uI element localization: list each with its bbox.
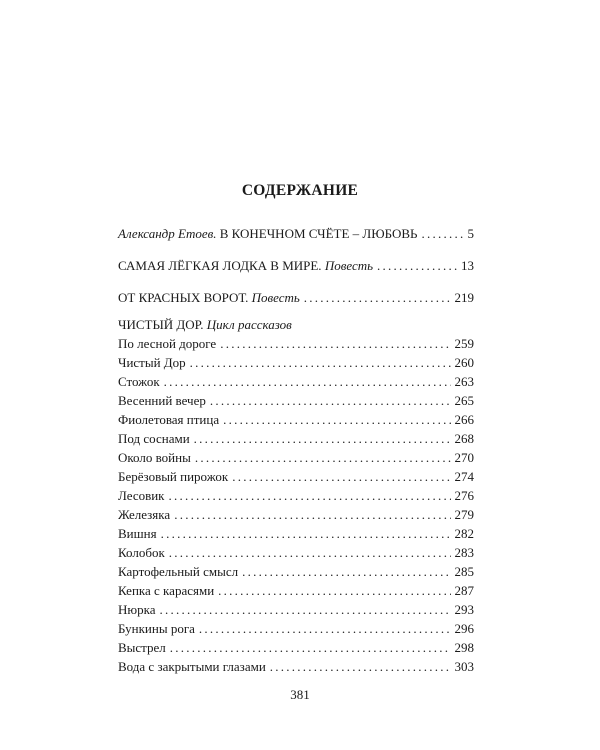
story-entry bbox=[118, 640, 474, 656]
page-number: 298 bbox=[454, 640, 474, 655]
story-title: Выстрел bbox=[118, 640, 166, 655]
dot-leader bbox=[210, 393, 451, 409]
dot-leader bbox=[220, 336, 450, 352]
story-title: Колобок bbox=[118, 545, 165, 560]
story-entry bbox=[118, 659, 474, 675]
story-title: Картофельный смысл bbox=[118, 564, 239, 579]
toc-entry bbox=[118, 258, 474, 274]
dot-leader bbox=[377, 258, 457, 274]
page-number: 293 bbox=[454, 602, 474, 617]
page-number: 260 bbox=[454, 355, 474, 370]
contents-heading: СОДЕРЖАНИЕ bbox=[241, 182, 359, 199]
story-entry bbox=[118, 355, 474, 371]
story-entry bbox=[118, 450, 474, 466]
page-number: 263 bbox=[454, 374, 474, 389]
dot-leader bbox=[174, 507, 450, 523]
story-title: Чистый Дор bbox=[118, 355, 186, 370]
page-number: 13 bbox=[461, 258, 474, 273]
story-title: Под соснами bbox=[118, 431, 190, 446]
page-number: 268 bbox=[454, 431, 474, 446]
story-entry bbox=[118, 393, 474, 409]
dot-leader bbox=[161, 526, 451, 542]
page-number: 265 bbox=[454, 393, 474, 408]
dot-leader bbox=[160, 602, 451, 618]
page-number: 283 bbox=[454, 545, 474, 560]
page-number: 276 bbox=[454, 488, 474, 503]
story-entry bbox=[118, 488, 474, 504]
story-entry bbox=[118, 507, 474, 523]
dot-leader bbox=[169, 488, 451, 504]
dot-leader bbox=[242, 564, 450, 580]
story-title: Стожок bbox=[118, 374, 160, 389]
story-title: Весенний вечер bbox=[118, 393, 206, 408]
page-number: 270 bbox=[454, 450, 474, 465]
dot-leader bbox=[164, 374, 451, 390]
dot-leader bbox=[194, 431, 451, 447]
page-number: 274 bbox=[454, 469, 474, 484]
story-entry bbox=[118, 564, 474, 580]
story-title: Бункины рога bbox=[118, 621, 195, 636]
page-folio: 381 bbox=[290, 687, 310, 702]
story-title: Вода с закрытыми глазами bbox=[118, 659, 266, 674]
cycle-heading: ЧИСТЫЙ ДОР. Цикл рассказов bbox=[118, 317, 292, 332]
dot-leader bbox=[218, 583, 450, 599]
story-entry bbox=[118, 469, 474, 485]
story-title: Вишня bbox=[118, 526, 157, 541]
story-entry bbox=[118, 545, 474, 561]
page-number: 266 bbox=[454, 412, 474, 427]
story-title: Фиолетовая птица bbox=[118, 412, 220, 427]
story-entry bbox=[118, 374, 474, 390]
page-number: 282 bbox=[454, 526, 474, 541]
dot-leader bbox=[199, 621, 451, 637]
dot-leader bbox=[304, 290, 451, 306]
toc-entry bbox=[118, 290, 474, 306]
dot-leader bbox=[223, 412, 450, 428]
story-title: Около войны bbox=[118, 450, 191, 465]
entry-title: САМАЯ ЛЁГКАЯ ЛОДКА В МИРЕ. Повесть bbox=[118, 258, 374, 273]
dot-leader bbox=[421, 226, 463, 242]
story-entry bbox=[118, 431, 474, 447]
page-number: 303 bbox=[454, 659, 474, 674]
story-title: Нюрка bbox=[118, 602, 156, 617]
page-number: 285 bbox=[454, 564, 474, 579]
dot-leader bbox=[170, 640, 451, 656]
dot-leader bbox=[169, 545, 451, 561]
dot-leader bbox=[190, 355, 451, 371]
story-title: Лесовик bbox=[118, 488, 165, 503]
dot-leader bbox=[195, 450, 451, 466]
story-title: По лесной дороге bbox=[118, 336, 217, 351]
page-number: 279 bbox=[454, 507, 474, 522]
story-entry bbox=[118, 526, 474, 542]
story-entry bbox=[118, 336, 474, 352]
page-number: 296 bbox=[454, 621, 474, 636]
page-number: 219 bbox=[454, 290, 474, 305]
story-entry bbox=[118, 621, 474, 637]
dot-leader bbox=[270, 659, 451, 675]
story-title: Железяка bbox=[118, 507, 171, 522]
story-entry bbox=[118, 412, 474, 428]
story-entry bbox=[118, 602, 474, 618]
entry-title: Александр Етоев. В КОНЕЧНОМ СЧЁТЕ – ЛЮБОВЬ bbox=[118, 226, 418, 241]
page-number: 5 bbox=[467, 226, 474, 241]
story-entry bbox=[118, 583, 474, 599]
story-title: Кепка с карасями bbox=[118, 583, 215, 598]
dot-leader bbox=[232, 469, 450, 485]
toc-entry bbox=[118, 226, 474, 242]
story-title: Берёзовый пирожок bbox=[118, 469, 229, 484]
page-number: 259 bbox=[454, 336, 474, 351]
page-number: 287 bbox=[454, 583, 474, 598]
entry-title: ОТ КРАСНЫХ ВОРОТ. Повесть bbox=[118, 290, 300, 305]
